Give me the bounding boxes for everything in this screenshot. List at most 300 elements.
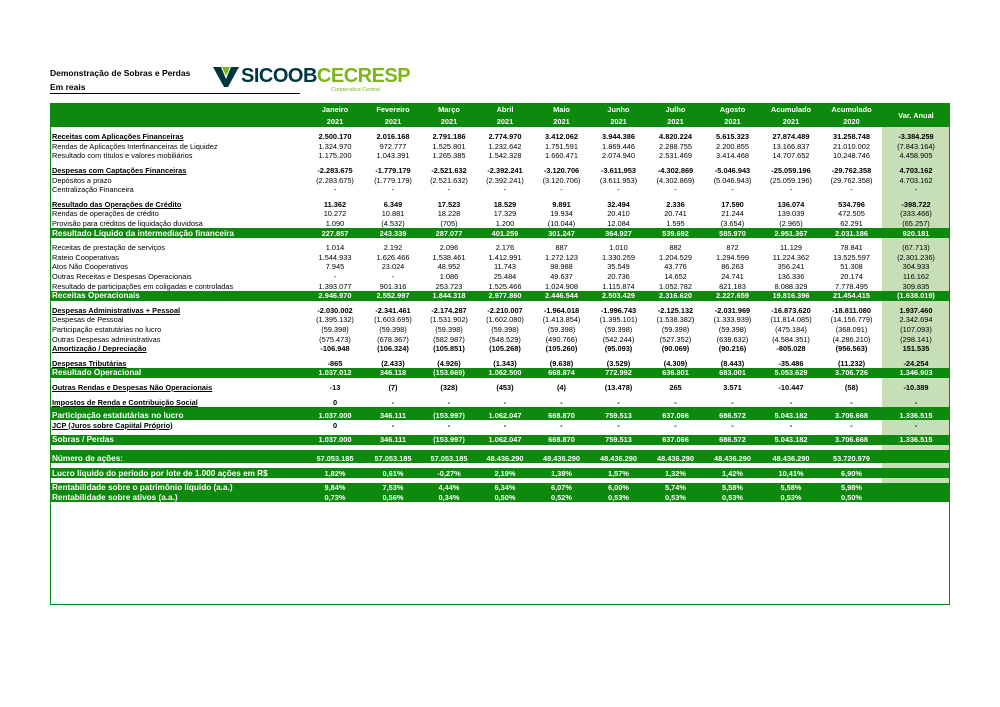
value-cell: -4.302.869 [657,166,694,176]
value-cell: 2.336 [666,199,685,209]
value-cell: 3.706.668 [821,435,882,445]
value-cell: 1,57% [590,468,647,478]
value-cell: (3.529) [606,358,631,368]
row-label: Despesas Tributárias [52,358,127,368]
value-cell: 57.053.185 [421,454,477,464]
value-cell: - [789,185,793,195]
value-cell: 1.265.385 [432,151,466,161]
value-cell: 1,82% [305,468,365,478]
total-row [50,368,950,378]
value-cell: 2,19% [477,468,533,478]
value-cell: (4.584.351) [772,334,810,344]
column-header: Julho [647,103,704,115]
value-cell: 1.294.599 [716,252,749,262]
value-cell: - [560,185,563,195]
value-cell: 1.052.782 [659,281,692,291]
value-cell: 346.118 [365,368,421,378]
value-cell: (4.926) [437,358,461,368]
var-anual-cell: 2.342.694 [882,315,950,325]
value-cell: (4.309) [663,358,688,368]
value-cell: -2.521.632 [431,166,467,176]
table-row [50,185,950,195]
value-cell: 2.016.168 [376,132,410,142]
table-row [50,397,950,407]
value-cell: -2.174.287 [431,305,467,315]
value-cell: - [447,420,451,430]
value-cell: 1.086 [439,272,459,282]
row-label: Despesas Administrativas + Pessoal [52,305,181,315]
value-cell: 6,07% [533,483,590,493]
row-label: Resultado Operacional [50,368,305,378]
table-row [50,358,950,368]
value-cell: - [503,185,507,195]
value-cell: 17.590 [721,199,744,209]
value-cell: 0,53% [590,492,647,502]
value-cell: -2.341.461 [375,305,411,315]
report-subtitle: Em reais [50,82,86,92]
value-cell: (13.478) [604,382,633,392]
var-anual-cell: 116.162 [882,272,950,282]
value-cell: 136.074 [777,199,805,209]
statement-body [50,127,950,502]
value-cell: 759.513 [590,435,647,445]
var-anual-cell: 1.346.903 [882,368,950,378]
value-cell: 772.992 [590,368,647,378]
var-anual-cell: 304.933 [882,262,950,272]
value-cell: (4.532) [381,219,405,229]
row-label: Receitas com Aplicações Financeiras [52,132,184,142]
row-label: Outras Despesas administrativas [52,334,161,344]
value-cell: (1.603.695) [374,315,412,325]
table-row [50,334,950,344]
table-row [50,262,950,272]
value-cell: -2.283.675 [317,166,353,176]
row-label: Resultado com títulos e valores mobiliários [52,151,193,161]
value-cell: - [447,397,451,407]
value-cell: - [503,420,507,430]
table-row [50,315,950,325]
value-cell: 636.801 [647,368,704,378]
total-row [50,492,950,502]
value-cell: 1.200 [495,219,515,229]
value-cell: 48.952 [437,262,461,272]
value-cell: 1.272.123 [545,252,578,262]
value-cell: 11.743 [493,262,517,272]
value-cell: 1.542.328 [488,151,522,161]
value-cell: -1.996.743 [600,305,637,315]
value-cell: 18.228 [437,209,461,219]
var-anual-cell: -24.254 [882,358,950,368]
var-anual-cell: (67.713) [882,243,950,253]
value-cell: - [617,185,620,195]
value-cell: 1.525.466 [488,281,522,291]
value-cell: 10.248.746 [833,151,870,161]
value-cell: (368.091) [835,324,868,334]
row-label: Receitas de prestação de serviços [52,243,165,253]
value-cell: (1.395.101) [599,315,638,325]
value-cell: 1,42% [704,468,761,478]
value-cell: -3.120.706 [543,166,580,176]
value-cell: 683.001 [704,368,761,378]
value-cell: -2.030.002 [317,305,353,315]
var-anual-cell: (333.466) [882,209,950,219]
value-cell: 0,50% [477,492,533,502]
value-cell: 539.692 [647,228,704,238]
column-header-row [50,103,950,115]
value-cell: 11.362 [323,199,347,209]
value-cell: 31.258.748 [833,132,870,142]
var-anual-cell: - [882,397,950,407]
value-cell: 3.414.468 [716,151,749,161]
row-label: Resultado Líquido da intermediação financeira [50,228,305,238]
column-header-year: 2021 [761,115,821,127]
value-cell: 5,58% [704,483,761,493]
value-cell: (2.283.675) [316,175,354,185]
value-cell: 62.291 [840,219,863,229]
value-cell: 2.176 [495,243,515,253]
value-cell: - [333,185,337,195]
value-cell: 6,00% [590,483,647,493]
value-cell: 1.062.500 [477,368,533,378]
value-cell: 24.741 [721,272,744,282]
value-cell: 4,44% [421,483,477,493]
value-cell: 9.891 [552,199,571,209]
total-row [50,411,950,421]
value-cell: 21.454.415 [821,291,882,301]
var-anual-cell: (107.093) [882,325,950,335]
value-cell: (582.987) [433,334,465,344]
value-cell: (956.563) [835,344,868,354]
var-anual-cell: -398.722 [882,200,950,210]
value-cell: 51.308 [840,262,863,272]
column-header-year: 2021 [477,115,533,127]
value-cell: (1.538.382) [656,315,695,325]
total-row [50,435,950,445]
value-cell: 7,53% [365,483,421,493]
value-cell: (2.433) [381,358,405,368]
row-label: Receitas Operacionais [50,291,305,301]
value-cell: 2.031.186 [821,228,882,238]
value-cell: 1.660.471 [545,151,578,161]
value-cell: 227.857 [305,228,365,238]
logo-wordmark: SICOOBCECRESP [241,65,411,87]
value-cell: (1.602.080) [486,315,524,325]
value-cell: 10.881 [381,209,405,219]
value-cell: 3.412.062 [545,132,578,142]
value-cell: 10.272 [323,209,347,219]
value-cell: -35.486 [778,358,804,368]
value-cell: 1.544.933 [318,252,352,262]
value-cell: (542.244) [602,334,635,344]
row-label: Atos Não Cooperativos [52,262,128,272]
value-cell: 27.874.489 [772,132,810,142]
value-cell: (1.333.939) [713,315,752,325]
value-cell: 20.410 [607,209,630,219]
value-cell: 585.970 [704,228,761,238]
value-cell: -2.392.241 [487,166,523,176]
value-cell: 1.869.446 [602,141,635,151]
value-cell: 1.330.259 [602,252,635,262]
value-cell: 3.571 [723,382,742,392]
logo-tagline: Cooperativa Central [331,87,380,93]
value-cell: (153.669) [421,368,477,378]
var-anual-cell [882,468,950,478]
column-header-row-years [50,115,950,127]
value-cell: 11.224.362 [772,252,810,262]
value-cell: (58) [844,382,859,392]
row-label: Participação estatutárias no lucro [52,324,162,334]
row-label: Impostos de Renda e Contribuição Social [52,397,198,407]
row-label: Rendas de operações de crédito [52,209,159,219]
value-cell: - [789,397,793,407]
value-cell: 4.820.224 [659,132,692,142]
table-row [50,281,950,291]
value-cell: (8.443) [720,358,745,368]
value-cell: (59.398) [491,324,519,334]
value-cell: (2.965) [779,219,803,229]
row-label: Resultado das Operações de Crédito [52,199,182,209]
row-label: Centralização Financeira [52,185,134,195]
var-anual-cell: 4.703.162 [882,166,950,176]
var-anual-cell: 1.336.515 [882,411,950,421]
value-cell: 0,61% [365,468,421,478]
value-cell: (4) [556,382,567,392]
table-row [50,306,950,316]
value-cell: (11.232) [837,358,866,368]
table-row [50,132,950,142]
value-cell: (59.398) [435,324,463,334]
var-anual-cell: (7.843.164) [882,142,950,152]
header-label-cell [50,103,305,115]
value-cell: 43.776 [664,262,687,272]
var-anual-cell: 1.336.515 [882,435,950,445]
value-cell: -106.948 [320,344,350,354]
value-cell: - [674,420,677,430]
column-header: Março [421,103,477,115]
value-cell: - [731,420,734,430]
value-cell: 668.874 [533,368,590,378]
value-cell: -29.762.358 [831,166,872,176]
value-cell: (4.286.210) [832,334,871,344]
value-cell: 35.549 [607,262,630,272]
header-label-cell [50,115,305,127]
row-label: Outras Rendas e Despesas Não Operacionais [52,382,213,392]
row-label: Lucro líquido do período por lote de 1.000 ações em R$ [50,468,305,478]
value-cell: 20.736 [607,272,630,282]
value-cell: (59.398) [321,324,349,334]
value-cell: 10,41% [761,468,821,478]
table-row [50,142,950,152]
value-cell: (14.156.779) [830,315,873,325]
value-cell: 668.870 [533,411,590,421]
value-cell: - [674,185,677,195]
value-cell: 25.484 [493,272,517,282]
value-cell: (59.398) [379,324,407,334]
column-header-year: 2021 [647,115,704,127]
value-cell: 2.791.186 [432,132,466,142]
var-anual-header: Var. Anual [882,103,950,127]
value-cell: 57.053.185 [305,454,365,464]
value-cell: 19.816.396 [761,291,821,301]
value-cell: 1,38% [533,468,590,478]
value-cell: -1.964.018 [543,305,580,315]
value-cell: (25.059.196) [770,175,812,185]
value-cell: 1.062.047 [477,435,533,445]
value-cell: 2.096 [439,243,459,253]
value-cell: 2.946.970 [305,291,365,301]
value-cell: 2.951.367 [761,228,821,238]
row-label: Rateio Cooperativas [52,252,119,262]
value-cell: (153.997) [421,435,477,445]
value-cell: (575.473) [319,334,351,344]
value-cell: (1.531.902) [430,315,468,325]
value-cell: (453) [496,382,514,392]
sicoob-logo-icon [213,65,239,89]
value-cell: 1.595 [666,219,685,229]
row-label: Rendas de Aplicações Interfinanceiras de Liquidez [52,141,218,151]
value-cell: (2.392.241) [486,175,524,185]
row-label: Outras Receitas e Despesas Operacionais [52,272,192,282]
value-cell: 136.336 [777,272,805,282]
row-label: Despesas de Pessoal [52,315,124,325]
value-cell: 2.288.755 [659,141,692,151]
column-header: Acumulado [821,103,882,115]
value-cell: 872 [726,243,739,253]
total-row [50,483,950,493]
value-cell: 972.777 [379,141,407,151]
value-cell: 3.706.668 [821,411,882,421]
value-cell: 0,56% [365,492,421,502]
var-anual-cell: -10.389 [882,383,950,393]
value-cell: (328) [440,382,458,392]
value-cell: -16.873.620 [771,305,811,315]
value-cell: 287.077 [421,228,477,238]
value-cell: -805.028 [776,344,806,354]
value-cell: 0,53% [647,492,704,502]
value-cell: - [789,420,793,430]
var-anual-cell: 309.835 [882,281,950,291]
value-cell: 21.010.002 [833,141,870,151]
row-label: Amortização / Depreciação [52,344,147,354]
table-row [50,325,950,335]
value-cell: 472.505 [838,209,865,219]
value-cell: (59.398) [661,324,690,334]
value-cell: 2.774.970 [488,132,522,142]
value-cell: 49.637 [550,272,573,282]
value-cell: (59.398) [547,324,576,334]
value-cell: - [560,397,563,407]
value-cell: 882 [669,243,682,253]
value-cell: 11.129 [779,243,803,253]
value-cell: 0,52% [533,492,590,502]
column-header-year: 2021 [305,115,365,127]
value-cell: - [503,397,507,407]
row-label: Depósitos a prazo [52,175,112,185]
value-cell: (638.632) [716,334,749,344]
var-anual-cell: (2.301.236) [882,253,950,263]
value-cell: 1.175.200 [318,151,352,161]
value-cell: - [391,420,395,430]
value-cell: -10.447 [778,382,804,392]
value-cell: 32.494 [607,199,630,209]
var-anual-cell: 4.458.905 [882,151,950,161]
var-anual-cell [882,483,950,493]
var-anual-cell: - [882,420,950,430]
value-cell: - [391,397,395,407]
value-cell: 14.707.652 [772,151,810,161]
value-cell: 1.043.391 [376,151,410,161]
total-row [50,228,950,238]
value-cell: - [850,397,853,407]
var-anual-cell [882,492,950,502]
value-cell: (475.184) [775,324,807,334]
row-label: Rentabilidade sobre o patrimônio líquido (a.a.) [50,483,305,493]
value-cell: - [674,397,677,407]
sicoob-logo [213,65,411,95]
value-cell: 48.436.290 [533,454,590,464]
table-row [50,272,950,282]
value-cell: 686.572 [704,435,761,445]
table-row [50,200,950,210]
column-header-year: 2021 [533,115,590,127]
value-cell: 23.024 [381,262,405,272]
var-anual-cell [882,454,950,464]
value-cell: 98.988 [550,262,573,272]
table-row [50,344,950,354]
total-row [50,468,950,478]
value-cell: (59.398) [718,324,747,334]
value-cell: 1.204.529 [659,252,692,262]
table-row [50,166,950,176]
value-cell: 346.111 [365,411,421,421]
value-cell: 364.927 [590,228,647,238]
value-cell: (4.302.869) [656,175,695,185]
value-cell: (10.044) [547,219,576,229]
value-cell: -3.611.953 [601,166,636,176]
column-header: Acumulado [761,103,821,115]
column-header: Janeiro [305,103,365,115]
value-cell: 2.552.997 [365,291,421,301]
value-cell: 821.183 [719,281,746,291]
value-cell: (3.611.953) [599,175,638,185]
value-cell: 1.232.642 [488,141,522,151]
value-cell: 1.393.077 [318,281,352,291]
value-cell: 6.349 [383,199,403,209]
value-cell: 0,34% [421,492,477,502]
value-cell: 1.115.874 [602,281,635,291]
value-cell: 48.436.290 [590,454,647,464]
value-cell: 1.751.591 [545,141,578,151]
value-cell: (2.521.632) [430,175,468,185]
value-cell: (105.260) [545,344,578,354]
value-cell: -18.811.080 [831,305,872,315]
value-cell: (59.398) [604,324,633,334]
value-cell: 1.062.047 [477,411,533,421]
value-cell: (678.367) [377,334,409,344]
value-cell: 668.870 [533,435,590,445]
value-cell: - [617,397,620,407]
value-cell: - [731,397,734,407]
column-header-year: 2020 [821,115,882,127]
value-cell: 2.531.469 [659,151,692,161]
value-cell: 20.741 [664,209,687,219]
value-cell: 5.615.323 [716,132,749,142]
value-cell: 2.500.170 [318,132,352,142]
value-cell: -5.046.943 [714,166,751,176]
value-cell: 78.841 [840,243,863,253]
value-cell: 5.043.182 [761,411,821,421]
value-cell: (90.216) [718,344,747,354]
